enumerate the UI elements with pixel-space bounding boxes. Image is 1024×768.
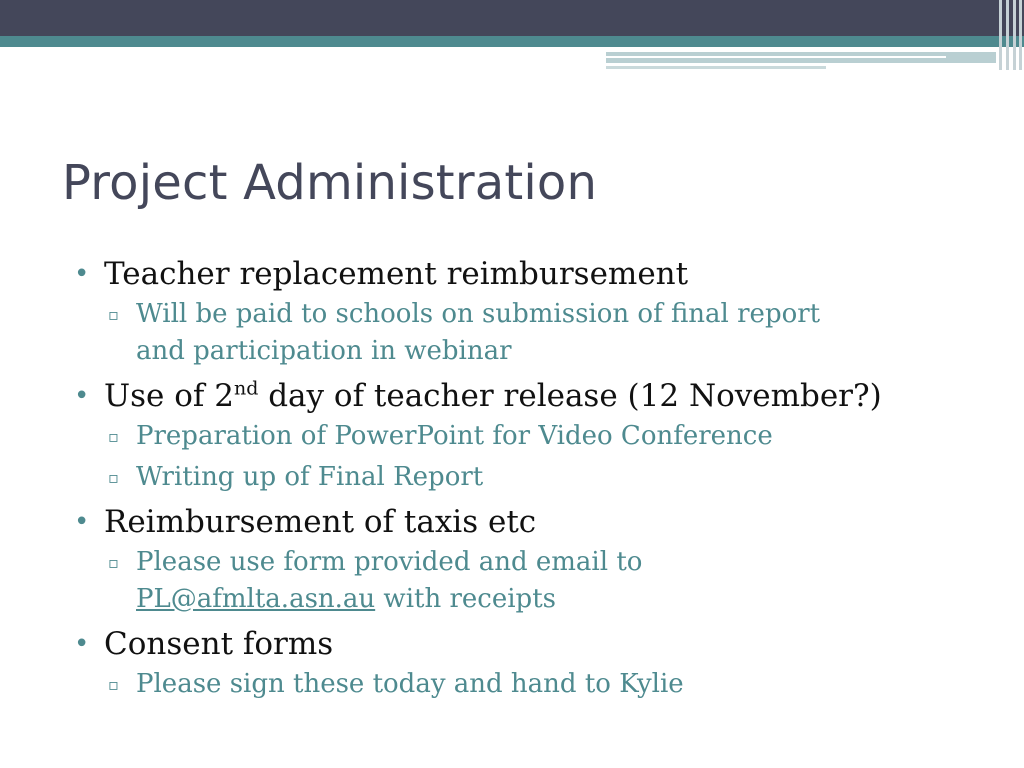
sub-bullet-item — [74, 459, 954, 496]
sub-bullet-icon: ▫ — [108, 468, 119, 487]
bullet-text: Teacher replacement reimbursement — [104, 256, 689, 292]
bullet-icon: • — [74, 507, 90, 537]
sub-bullet-icon: ▫ — [108, 305, 119, 324]
bullet-text: Consent forms — [104, 626, 334, 662]
sub-bullet-text: Please sign these today and hand to Kylie — [136, 669, 684, 699]
sub-bullet-item — [74, 666, 954, 703]
bullet-text: Use of 2 — [104, 378, 234, 414]
header-band-white-line — [606, 56, 946, 58]
bullet-icon: • — [74, 629, 90, 659]
header-band-dark — [0, 0, 1024, 36]
sub-bullet-icon: ▫ — [108, 675, 119, 694]
sub-bullet-text: Will be paid to schools on submission of final report — [136, 299, 821, 329]
sub-bullet-item — [74, 296, 954, 370]
sub-bullet-icon: ▫ — [108, 553, 119, 572]
bullet-item — [74, 622, 954, 666]
header-band-line — [606, 66, 826, 69]
bullet-item — [74, 500, 954, 544]
sub-bullet-text: Please use form provided and email to — [136, 547, 643, 577]
header-edge-lines — [996, 0, 1024, 70]
sub-bullet-item — [74, 544, 954, 618]
ordinal-superscript: nd — [233, 377, 259, 400]
bullet-text-continued: day of teacher release (12 November?) — [258, 378, 882, 414]
sub-bullet-text: Preparation of PowerPoint for Video Conference — [136, 421, 773, 451]
slide-content — [74, 252, 954, 707]
bullet-icon: • — [74, 381, 90, 411]
sub-bullet-item — [74, 418, 954, 455]
email-link[interactable]: PL@afmlta.asn.au — [136, 584, 376, 614]
slide-title: Project Administration — [62, 155, 598, 211]
sub-bullet-text: Writing up of Final Report — [136, 462, 484, 492]
header-band-teal — [0, 36, 1024, 47]
bullet-text: Reimbursement of taxis etc — [104, 504, 537, 540]
bullet-icon: • — [74, 259, 90, 289]
sub-bullet-text-continued: and participation in webinar — [136, 336, 512, 366]
bullet-item — [74, 252, 954, 296]
sub-bullet-icon: ▫ — [108, 427, 119, 446]
sub-bullet-text-continued: with receipts — [375, 584, 556, 614]
bullet-item — [74, 374, 954, 418]
